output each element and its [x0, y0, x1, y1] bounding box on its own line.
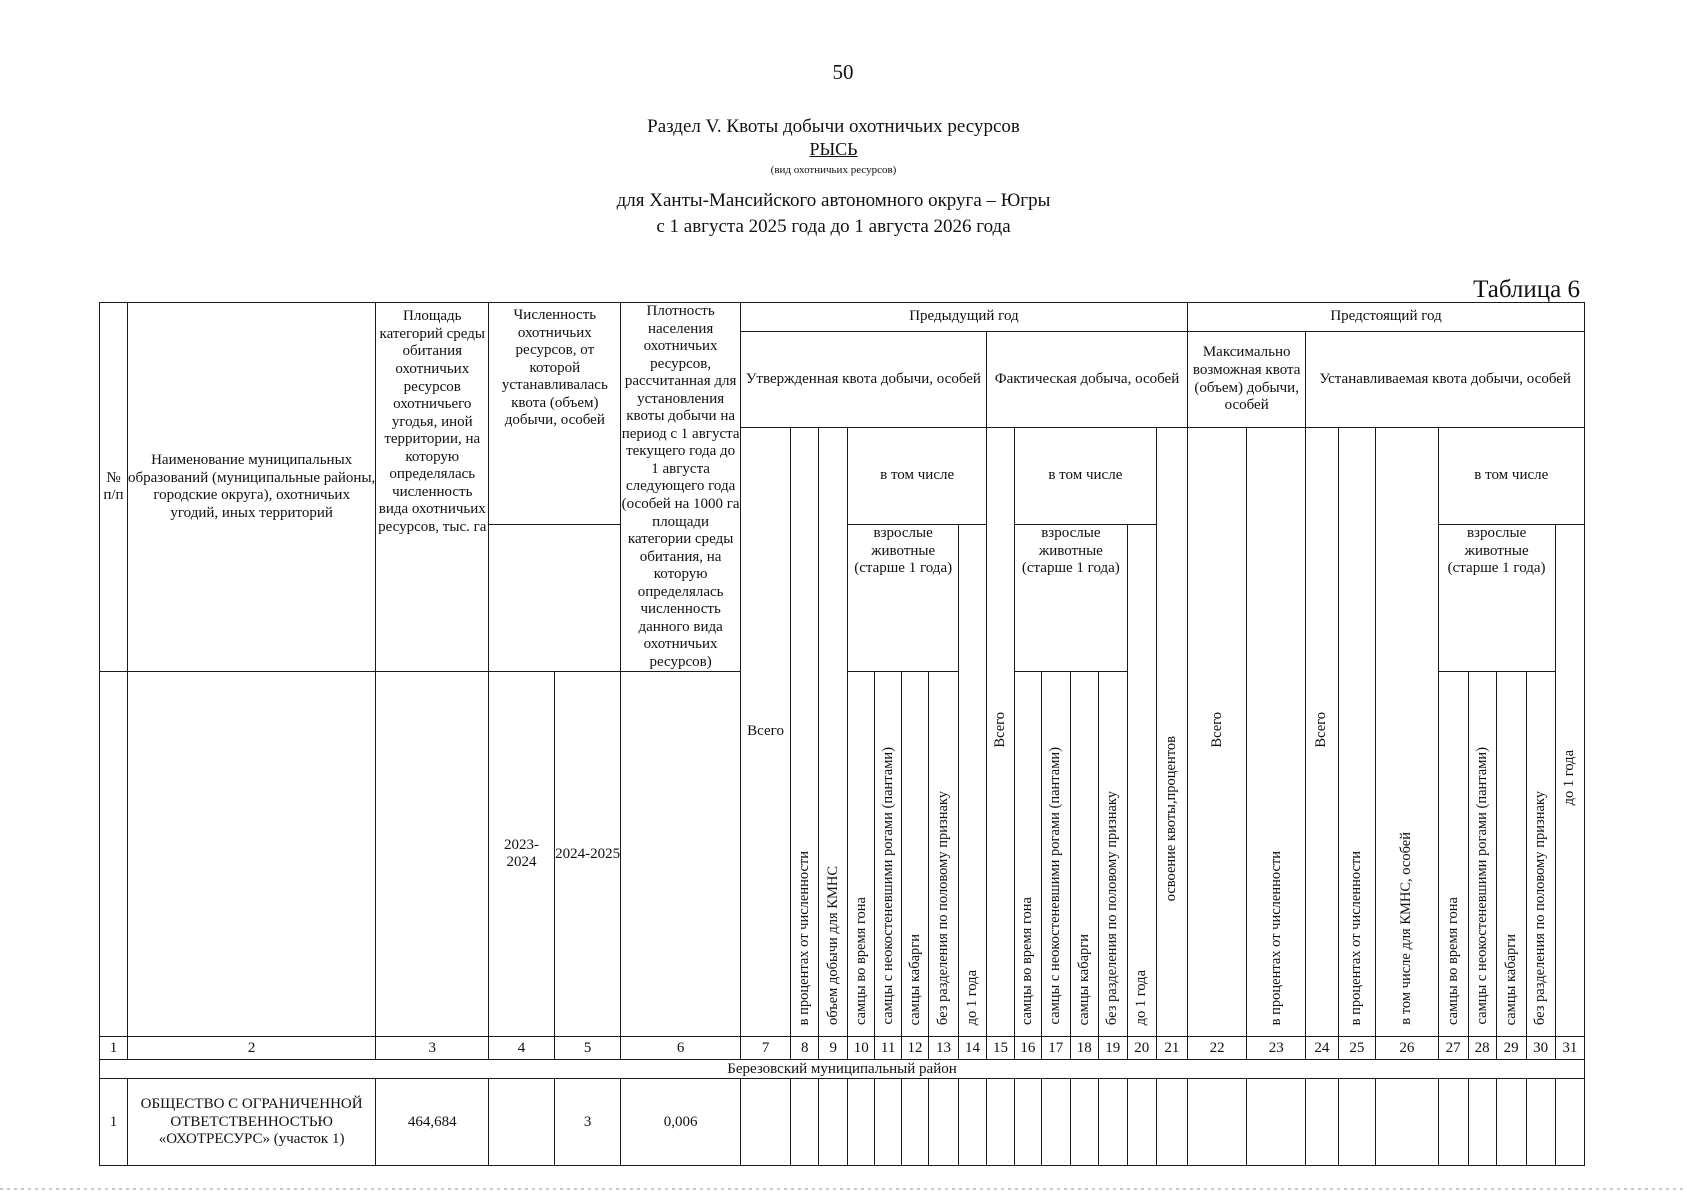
column-number: 1 [100, 1037, 128, 1060]
col-header-year-b: 2024-2025 [554, 672, 621, 1037]
col-header-max-pct [1247, 428, 1306, 1037]
col-header-set-no-sex-text: без разделения по половому признаку [1532, 790, 1549, 1025]
col-header-actual-total [986, 428, 1014, 1037]
column-number: 10 [848, 1037, 875, 1060]
col-header-next-year: Предстоящий год [1188, 303, 1585, 332]
col-header-actual-no-sex-text: без разделения по половому признаку [1104, 790, 1121, 1025]
column-number: 8 [791, 1037, 819, 1060]
table-cell [1376, 1079, 1438, 1166]
row-count-2023 [489, 1079, 555, 1166]
column-number: 31 [1555, 1037, 1584, 1060]
col-header-name: Наименование муниципальных образований (муниципальные районы, городские округа), охотничьих угодий, иных территорий [127, 303, 375, 672]
species-caption: (вид охотничьих ресурсов) [770, 164, 897, 176]
table-cell [740, 1079, 791, 1166]
col-header-approved-adults: взрослые животные (старше 1 года) [848, 525, 959, 672]
col-header-approved-males-antlers-text: самцы с неокостеневшими рогами (пантами) [879, 747, 896, 1025]
table-cell [1070, 1079, 1098, 1166]
column-number: 24 [1306, 1037, 1338, 1060]
table-cell [986, 1079, 1014, 1166]
col-header-approved-males-musk [902, 672, 929, 1037]
col-header-approved-under1-text: до 1 года [964, 969, 981, 1025]
col-header-no-cont [100, 672, 128, 1037]
col-header-set-males-antlers [1468, 672, 1496, 1037]
quota-table [99, 302, 1585, 1166]
col-header-approved-kmns [819, 428, 848, 1037]
col-header-actual-under1 [1127, 525, 1156, 1037]
col-header-year-a: 2023-2024 [489, 672, 555, 1037]
col-header-set-incl: в том числе [1438, 428, 1584, 525]
col-header-set-total-text: Всего [1313, 711, 1330, 748]
col-header-approved-males-musk-text: самцы кабарги [906, 933, 923, 1025]
col-header-actual-males-rut-text: самцы во время гона [1019, 896, 1036, 1025]
row-area: 464,684 [376, 1079, 489, 1166]
col-header-actual-no-sex [1098, 672, 1127, 1037]
column-number: 21 [1156, 1037, 1187, 1060]
col-header-set-pct [1338, 428, 1376, 1037]
section-name: Березовский муниципальный район [100, 1060, 1585, 1079]
column-number: 6 [621, 1037, 740, 1060]
col-header-approved-under1 [959, 525, 987, 1037]
col-header-actual-males-musk-text: самцы кабарги [1075, 933, 1092, 1025]
col-header-max-pct-text: в процентах от численности [1267, 850, 1284, 1025]
col-header-set-kmns [1376, 428, 1438, 1037]
col-header-set-total [1306, 428, 1338, 1037]
table-row [100, 1079, 1585, 1166]
col-header-approved-no-sex [928, 672, 958, 1037]
column-number: 4 [489, 1037, 555, 1060]
col-header-actual-adults: взрослые животные (старше 1 года) [1014, 525, 1127, 672]
column-number: 20 [1127, 1037, 1156, 1060]
table-cell [875, 1079, 902, 1166]
col-header-count: Численность охотничьих ресурсов, от которой устанавливалась квота (объем) добычи, особей [489, 303, 621, 525]
column-number: 26 [1376, 1037, 1438, 1060]
table-cell [902, 1079, 929, 1166]
col-header-set-adults: взрослые животные (старше 1 года) [1438, 525, 1555, 672]
column-number: 2 [127, 1037, 375, 1060]
col-header-no: № п/п [100, 303, 128, 672]
table-cell [1555, 1079, 1584, 1166]
species-text: РЫСЬ [809, 139, 858, 159]
column-number: 22 [1188, 1037, 1247, 1060]
col-header-set-no-sex [1526, 672, 1555, 1037]
column-number: 16 [1014, 1037, 1041, 1060]
col-header-actual-males-musk [1070, 672, 1098, 1037]
page-number: 50 [832, 60, 854, 84]
col-header-count-spacer [489, 525, 621, 672]
col-header-density: Плотность населения охотничьих ресурсов, рассчитанная для установления квоты добычи на период с 1 августа текущего года до 1 августа следующего года (особей на 1000 га площади категории среды обитания, на которую определялась численность данного вида охотничьих ресурсов) [621, 303, 740, 672]
col-header-approved-pct [791, 428, 819, 1037]
col-header-quota-use-text: освоение квоты,процентов [1163, 735, 1180, 901]
col-header-set-males-musk-text: самцы кабарги [1502, 933, 1519, 1025]
table-cell [1496, 1079, 1526, 1166]
col-header-actual-males-antlers [1041, 672, 1070, 1037]
col-header-prev-year: Предыдущий год [740, 303, 1187, 332]
section-title: Раздел V. Квоты добычи охотничьих ресурсов [647, 116, 1020, 137]
col-header-approved-quota: Утвержденная квота добычи, особей [740, 332, 986, 428]
column-number: 30 [1526, 1037, 1555, 1060]
col-header-set-under1 [1555, 525, 1584, 1037]
table-cell [1468, 1079, 1496, 1166]
column-number: 13 [928, 1037, 958, 1060]
row-name: ОБЩЕСТВО С ОГРАНИЧЕННОЙ ОТВЕТСТВЕННОСТЬЮ «ОХОТРЕСУРС» (участок 1) [127, 1079, 375, 1166]
table-cell [1127, 1079, 1156, 1166]
region-line: для Ханты-Мансийского автономного округа – Югры [616, 190, 1051, 211]
table-cell [928, 1079, 958, 1166]
period-line: с 1 августа 2025 года до 1 августа 2026 года [656, 216, 1011, 237]
column-number: 3 [376, 1037, 489, 1060]
row-count-2024: 3 [554, 1079, 621, 1166]
col-header-area: Площадь категорий среды обитания охотничьих ресурсов охотничьего угодья, иной территории, на которую определялась численность вида охотничьих ресурсов, тыс. га [376, 303, 489, 672]
col-header-approved-pct-text: в процентах от численности [796, 850, 813, 1025]
scan-artifact [0, 1188, 1686, 1190]
table-cell [959, 1079, 987, 1166]
table-cell [1041, 1079, 1070, 1166]
table-cell [1526, 1079, 1555, 1166]
table-cell [819, 1079, 848, 1166]
col-header-approved-kmns-text: объем добычи для КМНС [824, 865, 841, 1025]
col-header-max-quota: Максимально возможная квота (объем) добычи, особей [1188, 332, 1306, 428]
column-number: 11 [875, 1037, 902, 1060]
col-header-approved-males-rut-text: самцы во время гона [852, 896, 869, 1025]
row-density: 0,006 [621, 1079, 740, 1166]
column-number-row [100, 1037, 1585, 1060]
col-header-actual-total-text: Всего [991, 711, 1008, 748]
col-header-set-males-rut-text: самцы во время гона [1444, 896, 1461, 1025]
table-cell [848, 1079, 875, 1166]
column-number: 12 [902, 1037, 929, 1060]
column-number: 19 [1098, 1037, 1127, 1060]
col-header-actual-harvest: Фактическая добыча, особей [986, 332, 1187, 428]
col-header-approved-total: Всего [740, 428, 791, 1037]
table-cell [1156, 1079, 1187, 1166]
col-header-approved-no-sex-text: без разделения по половому признаку [934, 790, 951, 1025]
column-number: 23 [1247, 1037, 1306, 1060]
col-header-area-cont [376, 672, 489, 1037]
col-header-density-cont [621, 672, 740, 1037]
section-row [100, 1060, 1585, 1079]
column-number: 27 [1438, 1037, 1468, 1060]
column-number: 18 [1070, 1037, 1098, 1060]
species-name [0, 139, 1667, 160]
table-cell [1188, 1079, 1247, 1166]
col-header-actual-males-rut [1014, 672, 1041, 1037]
col-header-approved-males-antlers [875, 672, 902, 1037]
col-header-set-quota: Устанавливаемая квота добычи, особей [1306, 332, 1585, 428]
col-header-set-under1-text: до 1 года [1561, 750, 1578, 806]
col-header-quota-use [1156, 428, 1187, 1037]
col-header-approved-males-rut [848, 672, 875, 1037]
col-header-max-total [1188, 428, 1247, 1037]
col-header-actual-males-antlers-text: самцы с неокостеневшими рогами (пантами) [1047, 747, 1064, 1025]
table-cell [1247, 1079, 1306, 1166]
col-header-set-males-antlers-text: самцы с неокостеневшими рогами (пантами) [1473, 747, 1490, 1025]
table-cell [791, 1079, 819, 1166]
column-number: 5 [554, 1037, 621, 1060]
col-header-actual-incl: в том числе [1014, 428, 1156, 525]
col-header-set-pct-text: в процентах от численности [1348, 850, 1365, 1025]
column-number: 29 [1496, 1037, 1526, 1060]
column-number: 7 [740, 1037, 791, 1060]
column-number: 17 [1041, 1037, 1070, 1060]
table-cell [1338, 1079, 1376, 1166]
column-number: 25 [1338, 1037, 1376, 1060]
col-header-actual-under1-text: до 1 года [1133, 969, 1150, 1025]
table-label: Таблица 6 [1473, 276, 1580, 303]
column-number: 28 [1468, 1037, 1496, 1060]
table-cell [1306, 1079, 1338, 1166]
column-number: 15 [986, 1037, 1014, 1060]
col-header-set-kmns-text: в том числе для КМНС, особей [1398, 832, 1415, 1025]
col-header-set-males-musk [1496, 672, 1526, 1037]
col-header-name-cont [127, 672, 375, 1037]
col-header-max-total-text: Всего [1208, 711, 1225, 748]
row-no: 1 [100, 1079, 128, 1166]
column-number: 9 [819, 1037, 848, 1060]
table-cell [1098, 1079, 1127, 1166]
table-cell [1438, 1079, 1468, 1166]
col-header-set-males-rut [1438, 672, 1468, 1037]
col-header-approved-incl: в том числе [848, 428, 987, 525]
table-cell [1014, 1079, 1041, 1166]
column-number: 14 [959, 1037, 987, 1060]
